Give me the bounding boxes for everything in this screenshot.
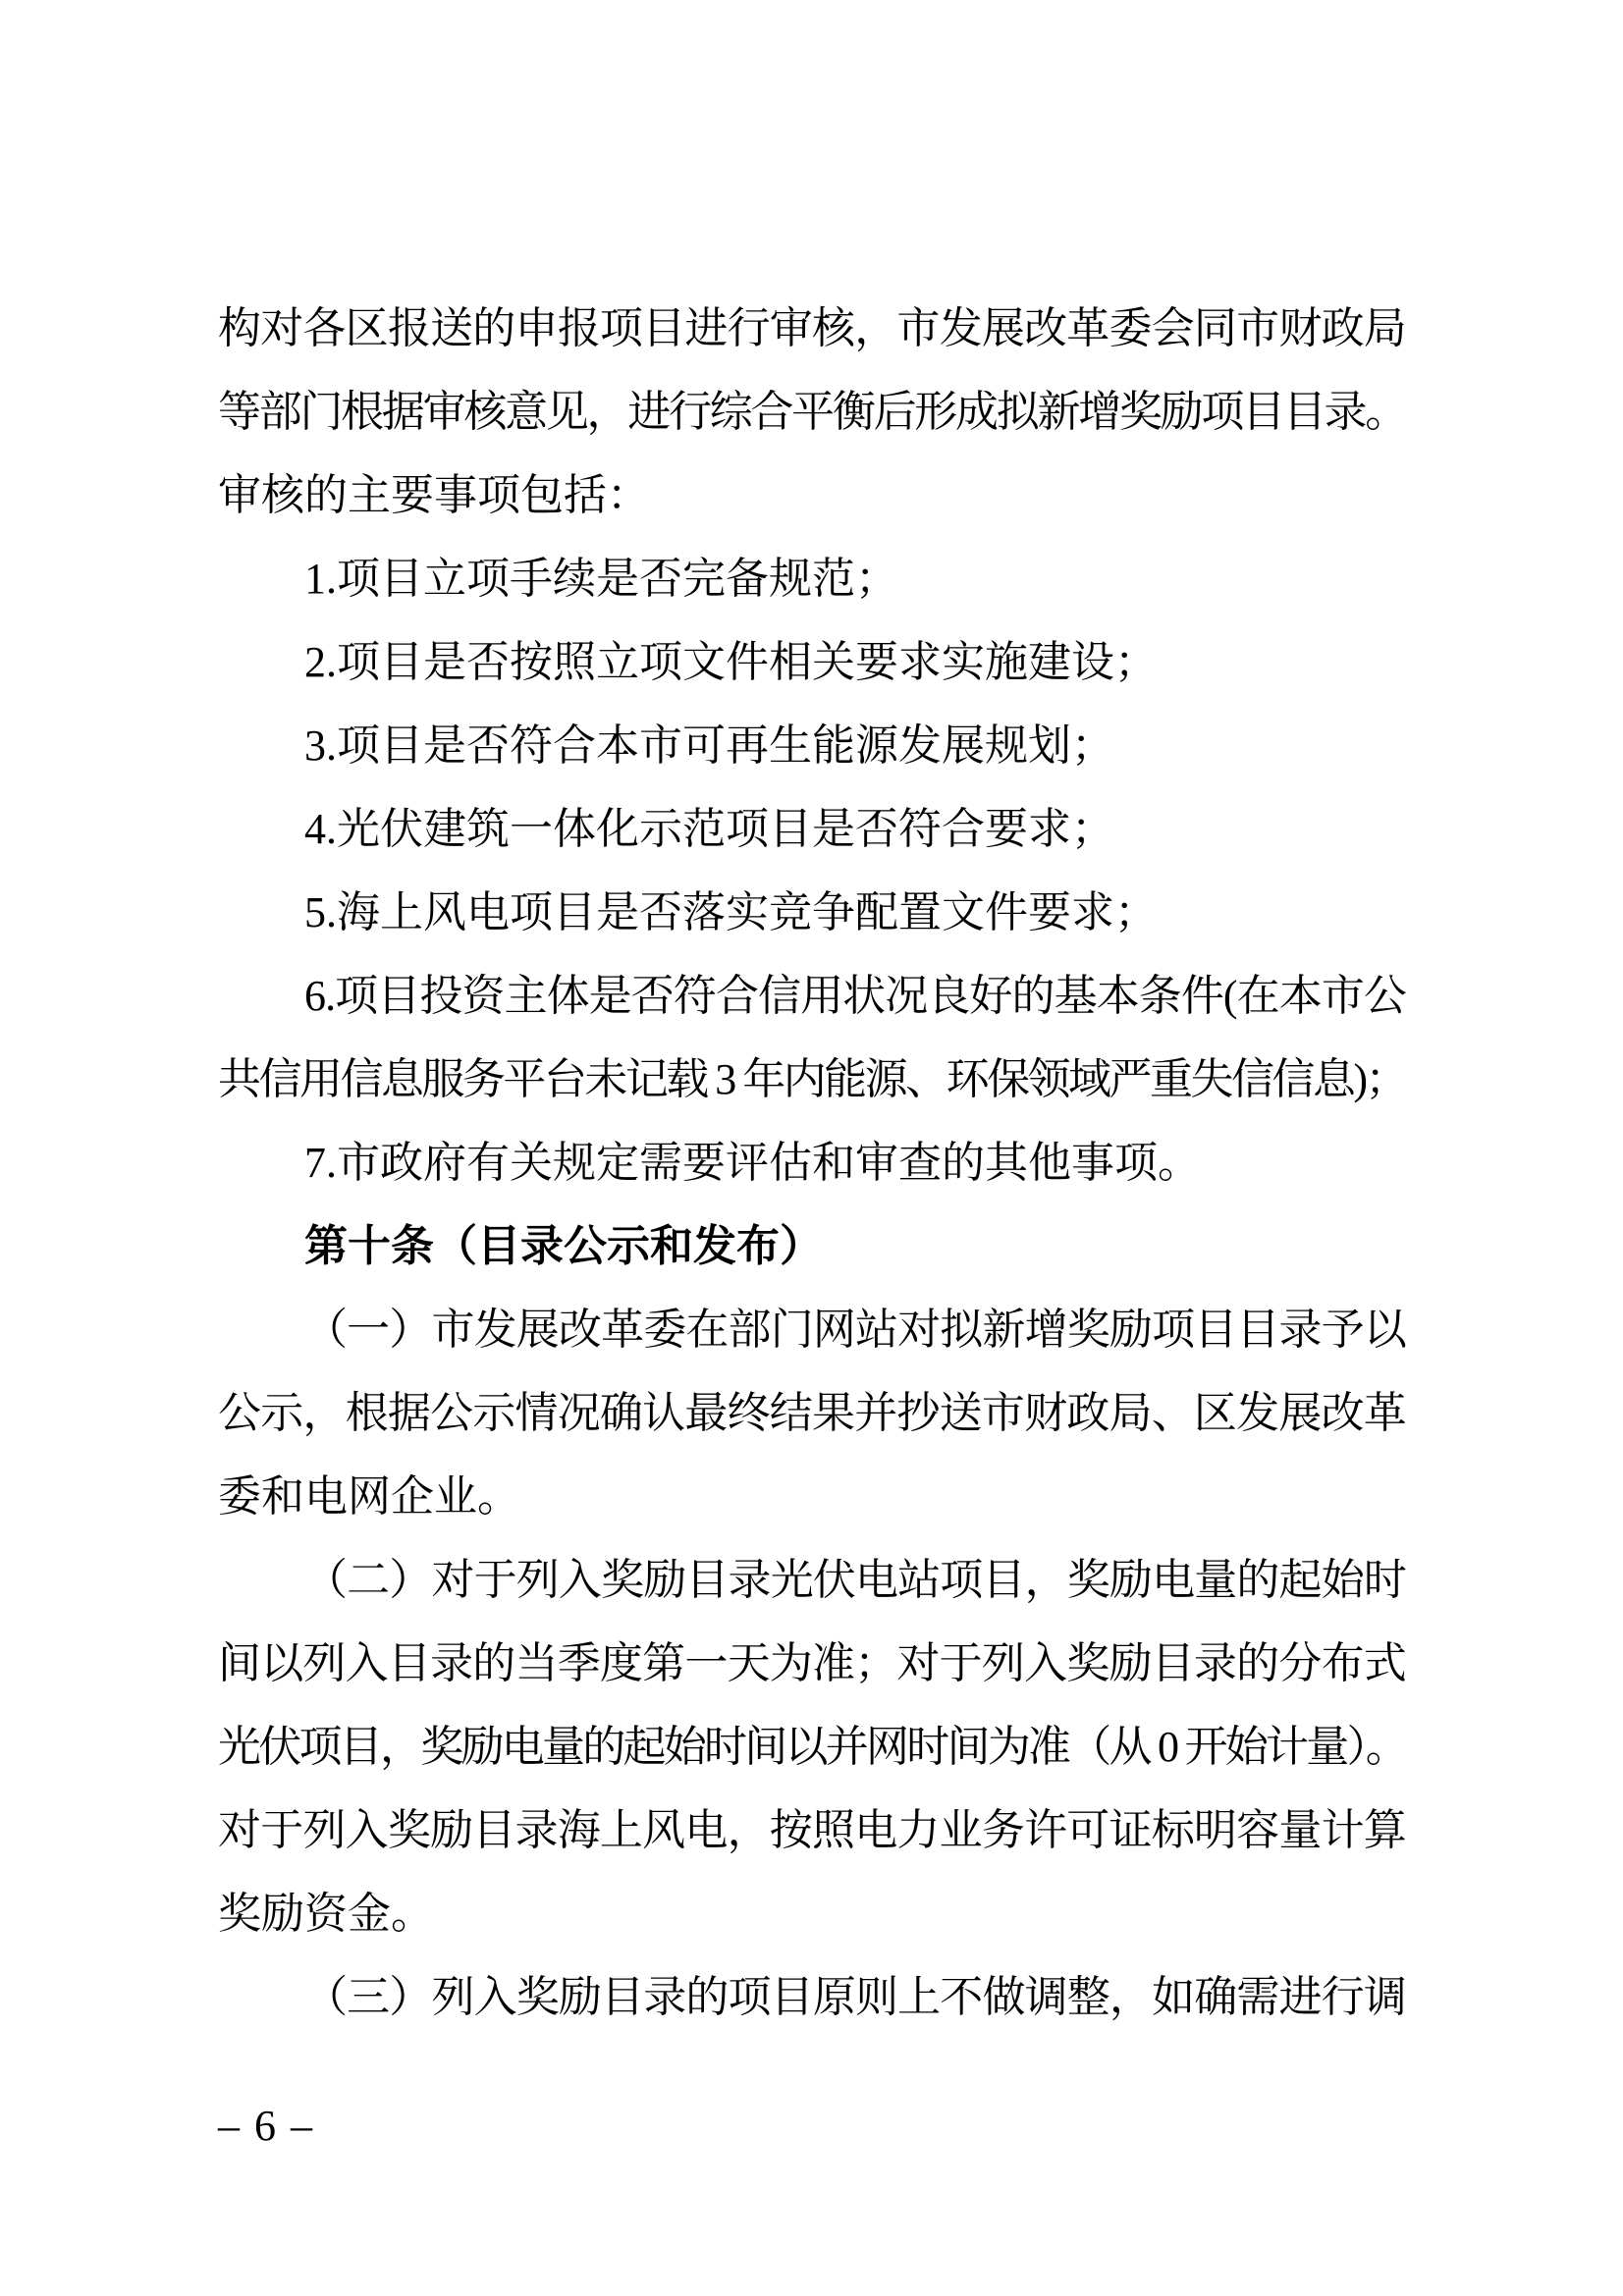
text-line: 间以列入目录的当季度第一天为准；对于列入奖励目录的分布式 [218,1639,1406,1687]
text-line: 2.项目是否按照立项文件相关要求实施建设； [304,638,1158,686]
text-line: 3.项目是否符合本市可再生能源发展规划； [304,721,1114,770]
text-line: 4.光伏建筑一体化示范项目是否符合要求； [304,805,1114,853]
page-number: – 6 – [218,2102,314,2150]
text-line: 构对各区报送的申报项目进行审核，市发展改革委会同市财政局 [218,304,1406,352]
text-line: 7.市政府有关规定需要评估和审查的其他事项。 [304,1139,1201,1187]
text-line: （三）列入奖励目录的项目原则上不做调整，如确需进行调 [304,1973,1406,2021]
text-line: 对于列入奖励目录海上风电，按照电力业务许可证标明容量计算 [218,1806,1406,1854]
text-line: 1.项目立项手续是否完备规范； [304,555,898,603]
text-line: 5.海上风电项目是否落实竞争配置文件要求； [304,888,1158,936]
text-line: 共信用信息服务平台未记载 3 年内能源、环保领域严重失信信息)； [218,1055,1406,1103]
text-line: （一）市发展改革委在部门网站对拟新增奖励项目目录予以 [304,1306,1406,1354]
text-line: 等部门根据审核意见，进行综合平衡后形成拟新增奖励项目目录。 [218,388,1406,436]
text-line: 公示，根据公示情况确认最终结果并抄送市财政局、区发展改革 [218,1389,1406,1437]
document-body [218,287,1406,2039]
text-line: 审核的主要事项包括： [218,471,650,519]
text-line: 光伏项目，奖励电量的起始时间以并网时间为准（从 0 开始计量）。 [218,1723,1406,1771]
text-line: 奖励资金。 [218,1890,434,1938]
section-heading: 第十条（目录公示和发布） [304,1222,823,1270]
text-line: 委和电网企业。 [218,1472,520,1521]
text-line: 6.项目投资主体是否符合信用状况良好的基本条件(在本市公 [304,972,1406,1020]
text-line: （二）对于列入奖励目录光伏电站项目，奖励电量的起始时 [304,1556,1406,1604]
